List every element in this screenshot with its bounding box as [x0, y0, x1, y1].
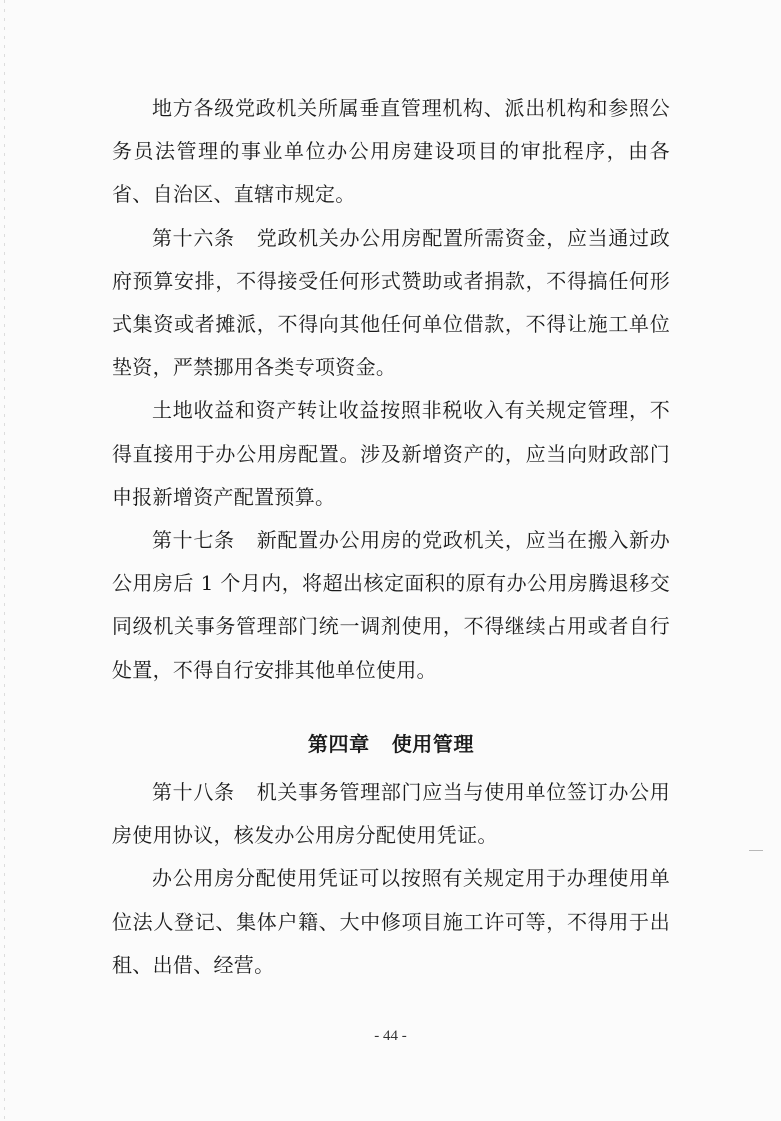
scan-edge-marks	[4, 0, 5, 1121]
article-paragraph	[112, 217, 670, 390]
body-text-upper	[112, 87, 670, 692]
article-number: 第十七条	[152, 528, 235, 553]
page-number: - 44 -	[374, 1028, 407, 1044]
paragraph-text: 机关事务管理部门应当与使用单位签订办公用房使用协议，核发办公用房分配使用凭证。	[112, 780, 671, 848]
article-paragraph	[112, 771, 670, 857]
paragraph	[112, 389, 670, 519]
article-number: 第十六条	[152, 225, 235, 250]
paragraph-text: 土地收益和资产转让收益按照非税收入有关规定管理，不得直接用于办公用房配置。涉及新增资产的，应当向财政部门申报新增资产配置预算。	[112, 398, 670, 509]
paragraph	[112, 857, 670, 987]
chapter-heading	[112, 728, 670, 757]
body-text-lower	[112, 771, 670, 987]
article-number: 第十八条	[152, 780, 235, 804]
chapter-number: 第四章	[307, 732, 370, 756]
scan-artifact	[749, 850, 763, 851]
paragraph-text: 新配置办公用房的党政机关，应当在搬入新办公用房后 1 个月内，将超出核定面积的原有办公用房腾退移交同级机关事务管理部门统一调剂使用，不得继续占用或者自行处置，不得自行安排其他单位使用。	[112, 528, 671, 682]
paragraph	[112, 87, 670, 217]
paragraph-text: 办公用房分配使用凭证可以按照有关规定用于办理使用单位法人登记、集体户籍、大中修项目施工许可等，不得用于出租、出借、经营。	[112, 866, 670, 977]
article-paragraph	[112, 519, 670, 692]
paragraph-text: 地方各级党政机关所属垂直管理机构、派出机构和参照公务员法管理的事业单位办公用房建设项目的审批程序，由各省、自治区、直辖市规定。	[112, 96, 670, 207]
chapter-title: 使用管理	[391, 732, 475, 756]
paragraph-text: 党政机关办公用房配置所需资金，应当通过政府预算安排，不得接受任何形式赞助或者捐款，不得搞任何形式集资或者摊派，不得向其他任何单位借款，不得让施工单位垫资，严禁挪用各类专项资金。	[112, 225, 671, 380]
